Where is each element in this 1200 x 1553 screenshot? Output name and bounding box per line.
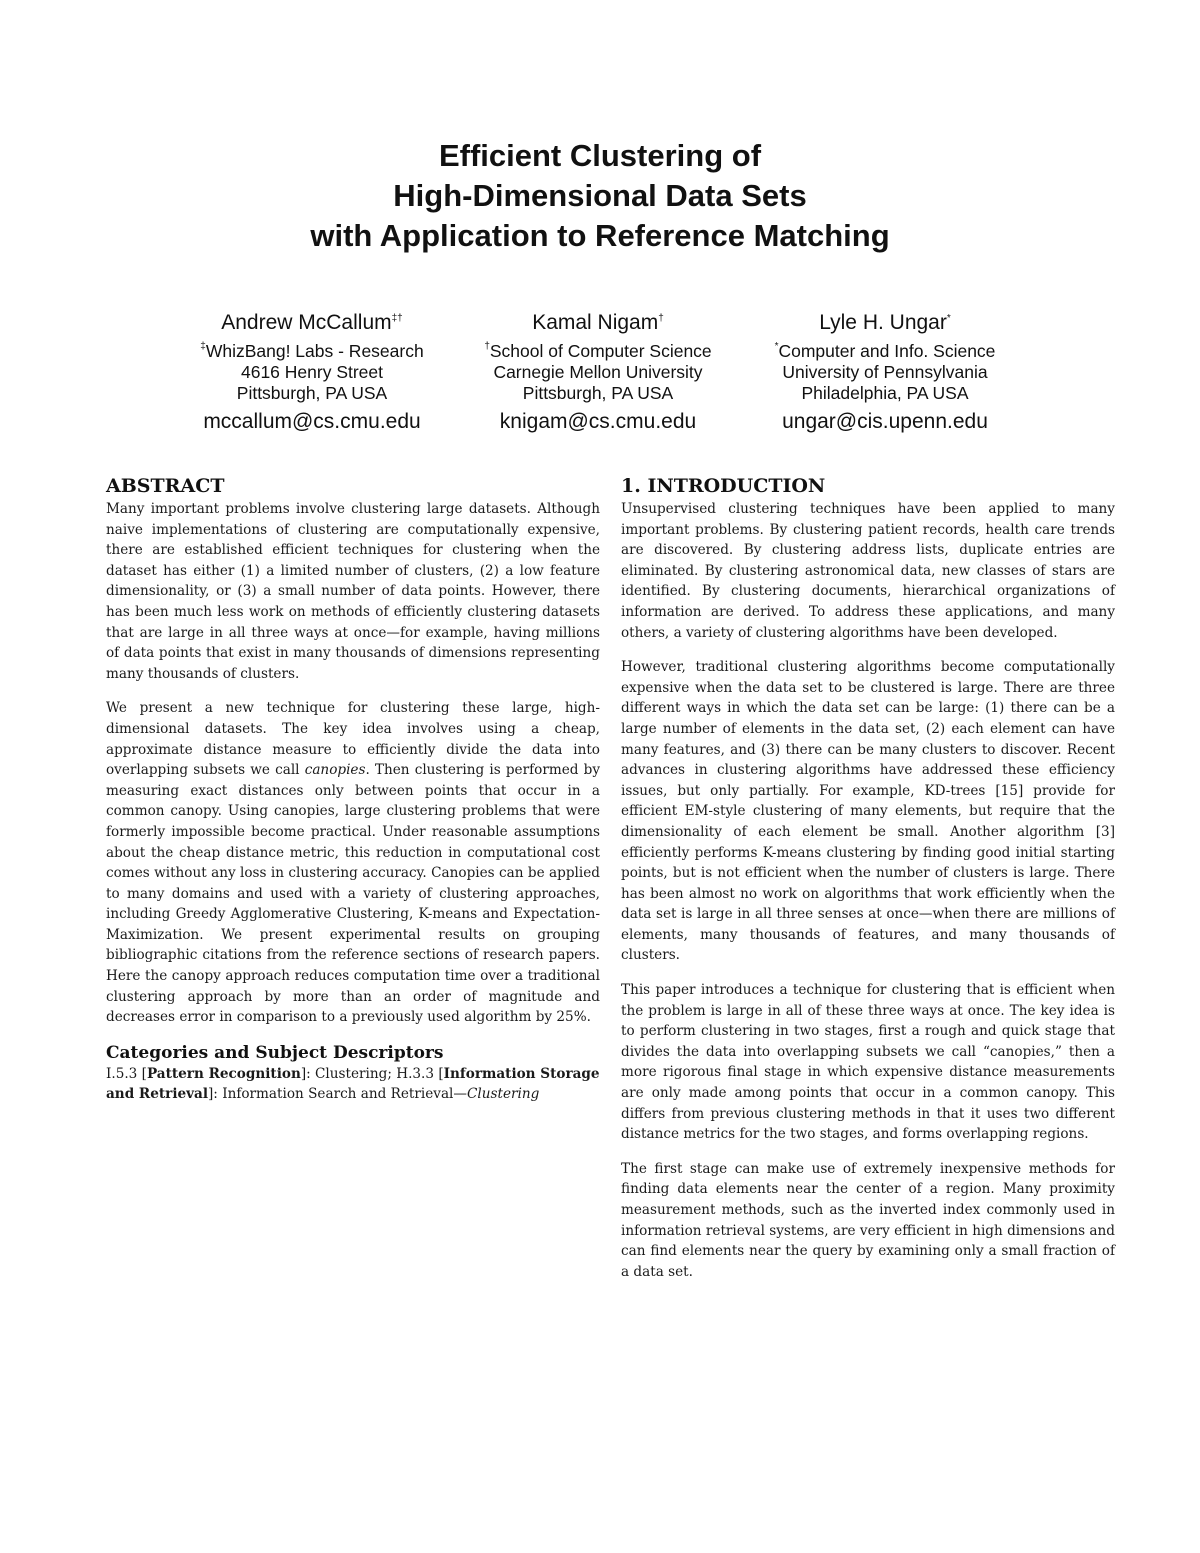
author-email[interactable]: knigam@cs.cmu.edu [499,410,697,433]
categories-heading: Categories and Subject Descriptors [106,1042,444,1063]
affiliation-mark: * [774,341,779,352]
author-email[interactable]: mccallum@cs.cmu.edu [203,410,421,433]
intro-paragraph: However, traditional clustering algorithms become computationally expensive when the data set to be clustered is large. There are three different ways in which the data set can be large: (1) there can be a large number of elements in the data set, (2) each element can have many features, and (3) there can be many clusters to discover. Recent advances in clustering algorithms have addressed these efficiency issues, but only partially. For example, KD-trees [15] provide for efficient EM-style clustering of many elements, but require that the dimensionality of each element be small. Another algorithm [3] efficiently performs K-means clustering by finding good initial starting points, but is not efficient when the number of clusters is large. There has been almost no work on algorithms that work efficiently when the data set is large in all three senses at once—when there are millions of elements, many thousands of features, and many thousands of clusters. [621,659,1115,964]
introduction-heading: 1. INTRODUCTION [621,475,826,497]
paper-title [0,136,1200,256]
author-name: Kamal Nigam [532,311,659,334]
affiliation-mark: † [484,341,490,352]
author-block-nigam [448,306,748,435]
intro-paragraph: Unsupervised clustering techniques have been applied to many important problems. By clustering patient records, health care trends are discovered. By clustering address lists, duplicate entries are eliminated. By clustering astronomical data, new classes of stars are identified. By clustering documents, hierarchical organizations of information are derived. To address these applications, and many others, a variety of clustering algorithms have been developed. [621,501,1115,641]
abstract-heading: ABSTRACT [106,475,225,497]
categories-descriptors: I.5.3 [Pattern Recognition]: Clustering; H.3.3 [Information Storage and Retrieval]: Information Search and Retrieval—Clustering [106,1065,600,1103]
right-column [621,474,1115,1296]
affiliation-line: School of Computer Science [489,341,712,361]
author-name: Lyle H. Ungar [819,311,947,334]
title-line: Efficient Clustering of [438,138,762,173]
affiliation-line: Pittsburgh, PA USA [236,383,388,403]
author-name: Andrew McCallum [221,311,392,334]
affiliation-line: 4616 Henry Street [240,362,384,382]
emphasis-canopies: canopies [304,762,366,779]
intro-paragraph: The first stage can make use of extremely inexpensive methods for finding data elements near the center of a region. Many proximity measurement methods, such as the inverted index commonly used in information retrieval systems, are very efficient in high dimensions and can find elements near the query by examining only a small fraction of a data set. [621,1160,1115,1280]
affiliation-line: University of Pennsylvania [782,362,988,382]
title-line: with Application to Reference Matching [310,218,890,253]
title-line: High-Dimensional Data Sets [393,178,807,213]
author-block-ungar [735,306,1035,435]
author-email[interactable]: ungar@cis.upenn.edu [782,410,988,433]
author-mark: ‡† [391,313,403,324]
left-column [106,474,600,1105]
author-mark: † [658,313,664,324]
abstract-paragraph: We present a new technique for clustering these large, high-dimensional datasets. The key idea involves using a cheap, approximate distance measure to efficiently divide the data into overlapping subsets we call canopies. Then clustering is performed by measuring exact distances only between points that occur in a common canopy. Using canopies, large clustering problems that were formerly impossible become practical. Under reasonable assumptions about the cheap distance metric, this reduction in computational cost comes without any loss in clustering accuracy. Canopies can be applied to many domains and used with a variety of clustering approaches, including Greedy Agglomerative Clustering, K-means and Expectation-Maximization. We present experimental results on grouping bibliographic citations from the reference sections of research papers. Here the canopy approach reduces computation time over a traditional clustering approach by more than an order of magnitude and decreases error in comparison to a previously used algorithm by 25%. [106,700,600,1026]
abstract-paragraph: Many important problems involve clustering large datasets. Although naive implementations of clustering are computationally expensive, there are established efficient techniques for clustering when the dataset has either (1) a limited number of clusters, (2) a low feature dimensionality, or (3) a small number of data points. However, there has been much less work on methods of efficiently clustering datasets that are large in all three ways at once—for example, having millions of data points that exist in many thousands of dimensions representing many thousands of clusters. [106,501,600,682]
intro-paragraph: This paper introduces a technique for clustering that is efficient when the problem is large in all of these three ways at once. The key idea is to perform clustering in two stages, first a rough and quick stage that divides the data into overlapping subsets we call “canopies,” then a more rigorous final stage in which expensive distance measurements are only made among points that occur in a common canopy. This differs from previous clustering methods in that it uses two different distance metrics for the two stages, and forms overlapping regions. [621,982,1115,1143]
affiliation-line: Computer and Info. Science [778,341,996,361]
author-mark: * [946,313,951,324]
affiliation-line: Carnegie Mellon University [493,362,703,382]
affiliation-mark: ‡ [200,341,206,352]
affiliation-line: Pittsburgh, PA USA [522,383,674,403]
author-block-mccallum [162,306,462,435]
affiliation-line: WhizBang! Labs - Research [205,341,424,361]
affiliation-line: Philadelphia, PA USA [801,383,969,403]
